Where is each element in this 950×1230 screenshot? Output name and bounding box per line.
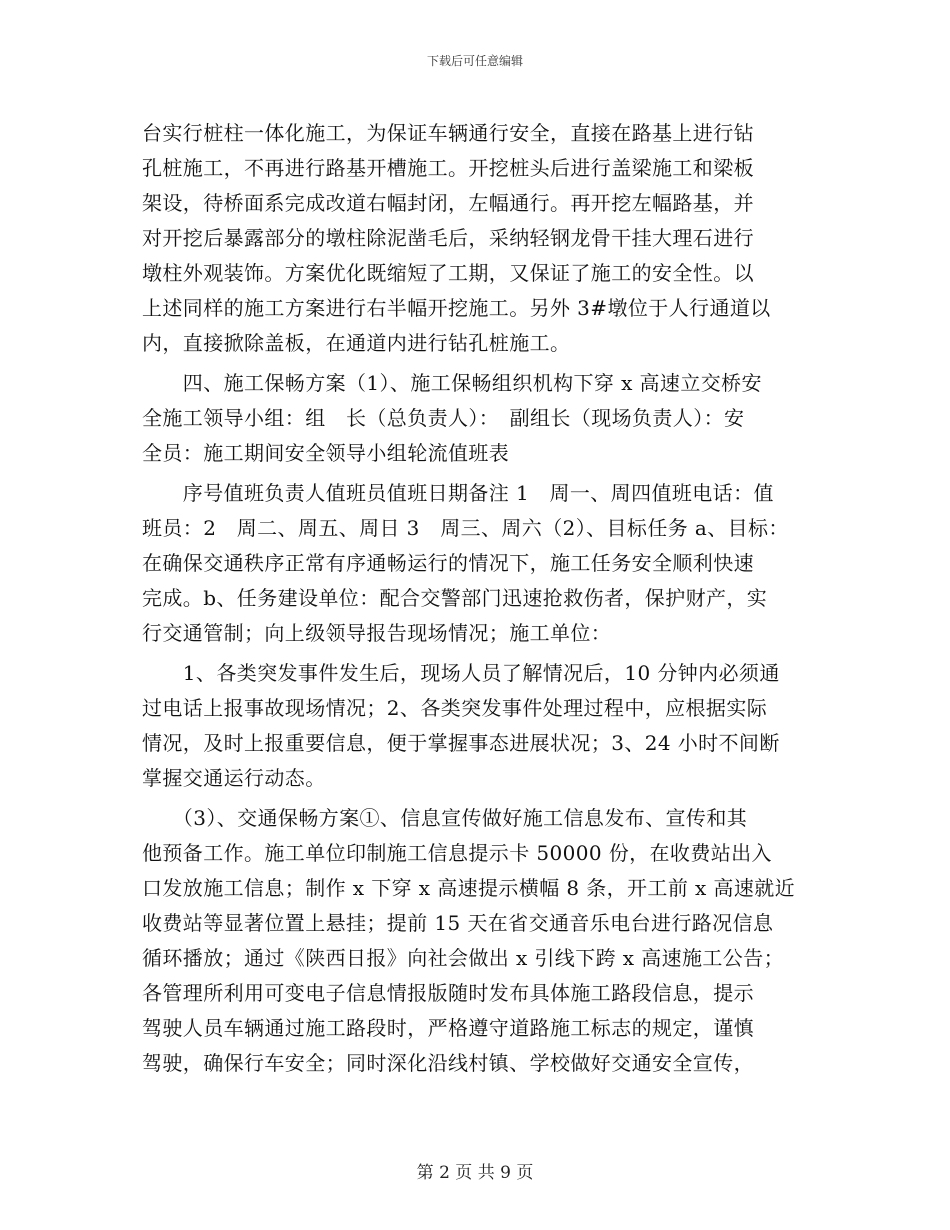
- text-line: 完成。b、任务建设单位：配合交警部门迅速抢救伤者，保护财产，实: [142, 586, 768, 610]
- page-header: 下载后可任意编辑: [426, 54, 523, 68]
- text-line: 过电话上报事故现场情况；2、各类突发事件处理过程中，应根据实际: [142, 696, 768, 720]
- text-line: 对开挖后暴露部分的墩柱除泥凿毛后，采纳轻钢龙骨干挂大理石进行: [142, 226, 754, 250]
- page-number: 第 2 页 共 9 页: [416, 1163, 534, 1183]
- text-line: 口发放施工信息；制作 x 下穿 x 高速提示横幅 8 条，开工前 x 高速就近: [142, 876, 796, 900]
- text-line: 台实行桩柱一体化施工，为保证车辆通行安全，直接在路基上进行钻: [142, 121, 754, 145]
- text-line: 驾驶，确保行车安全；同时深化沿线村镇、学校做好交通安全宣传，: [142, 1051, 754, 1075]
- text-line: 内，直接掀除盖板，在通道内进行钻孔桩施工。: [142, 331, 571, 355]
- text-line: 班员：2 周二、周五、周日 3 周三、周六（2）、目标任务 a、目标：: [142, 516, 789, 540]
- text-line: 各管理所利用可变电子信息情报版随时发布具体施工路段信息，提示: [142, 981, 754, 1005]
- text-line: 收费站等显著位置上悬挂；提前 15 天在省交通音乐电台进行路况信息: [142, 911, 774, 935]
- text-line: 全员：施工期间安全领导小组轮流值班表: [142, 441, 510, 465]
- text-line: 在确保交通秩序正常有序通畅运行的情况下，施工任务安全顺利快速: [142, 551, 754, 575]
- document-body: [142, 116, 807, 1081]
- text-line: 1、各类突发事件发生后，现场人员了解情况后，10 分钟内必须通: [142, 661, 780, 685]
- text-line: 掌握交通运行动态。: [142, 766, 326, 790]
- text-line: 全施工领导小组：组 长（总负责人）： 副组长（现场负责人）：安: [142, 406, 745, 430]
- text-line: 序号值班负责人值班员值班日期备注 1 周一、周四值班电话：值: [142, 481, 774, 505]
- text-line: 驾驶人员车辆通过施工路段时，严格遵守道路施工标志的规定，谨慎: [142, 1016, 754, 1040]
- text-line: 架设，待桥面系完成改道右幅封闭，左幅通行。再开挖左幅路基，并: [142, 191, 754, 215]
- text-line: 上述同样的施工方案进行右半幅开挖施工。另外 3#墩位于人行通道以: [142, 296, 771, 320]
- text-line: 情况，及时上报重要信息，便于掌握事态进展状况；3、24 小时不间断: [142, 731, 780, 755]
- text-line: 墩柱外观装饰。方案优化既缩短了工期，又保证了施工的安全性。以: [142, 261, 754, 285]
- text-line: （3）、交通保畅方案①、信息宣传做好施工信息发布、宣传和其: [142, 806, 748, 830]
- text-line: 孔桩施工，不再进行路基开槽施工。开挖桩头后进行盖梁施工和梁板: [142, 156, 754, 180]
- text-line: 他预备工作。施工单位印制施工信息提示卡 50000 份，在收费站出入: [142, 841, 772, 865]
- text-line: 四、施工保畅方案（1）、施工保畅组织机构下穿 x 高速立交桥安: [142, 371, 762, 395]
- text-line: 循环播放；通过《陕西日报》向社会做出 x 引线下跨 x 高速施工公告；: [142, 946, 784, 970]
- text-line: 行交通管制；向上级领导报告现场情况；施工单位：: [142, 621, 612, 645]
